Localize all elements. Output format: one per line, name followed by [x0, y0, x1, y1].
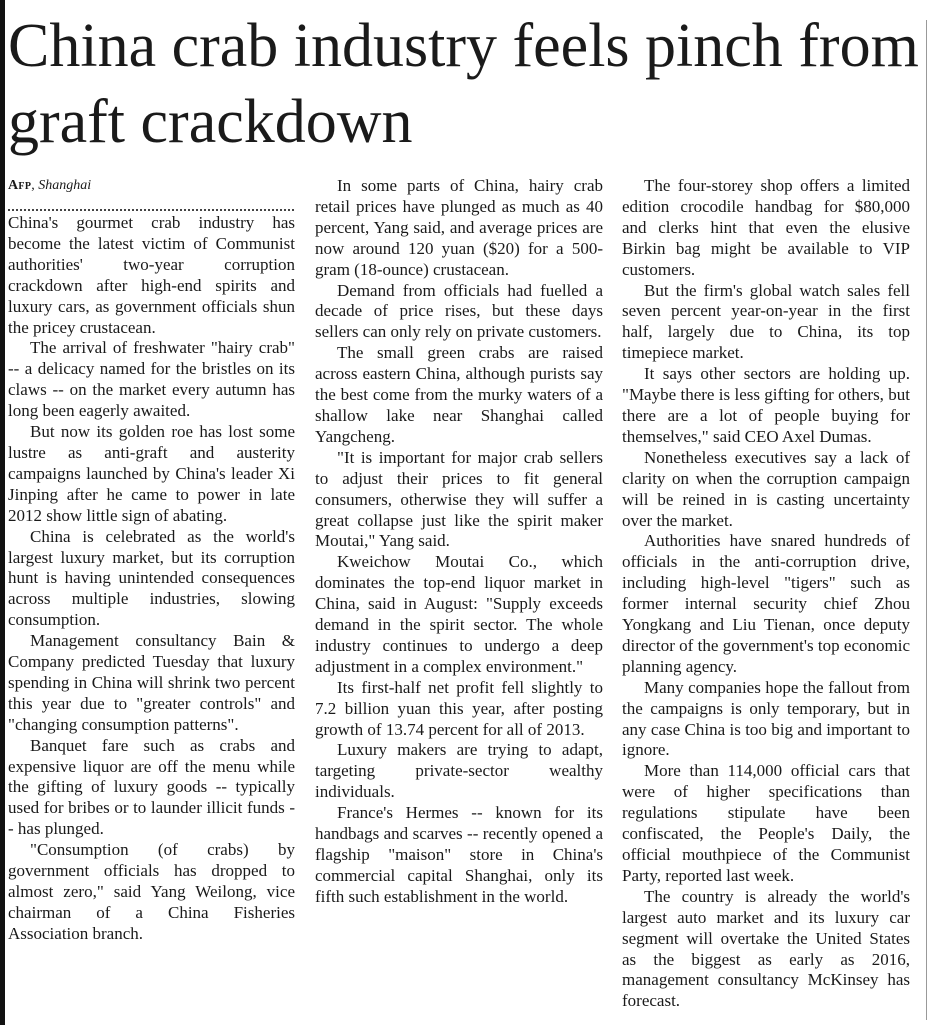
article-paragraph: It says other sectors are holding up. "Maybe there is less gifting for others, but there are a lot of people buying for themselves," said CEO Axel Dumas.: [622, 364, 910, 446]
byline-separator: ,: [31, 178, 39, 193]
article-paragraph: The four-storey shop offers a limited edition crocodile handbag for $80,000 and clerks hint that even the elusive Birkin bag might be available to VIP customers.: [622, 176, 910, 279]
article-paragraph: The arrival of freshwater "hairy crab" -- a delicacy named for the bristles on its claws -- on the market every autumn has long been eagerly awaited.: [8, 338, 295, 421]
byline-dotted-divider: [8, 196, 294, 211]
article-headline: China crab industry feels pinch from graft crackdown: [8, 12, 919, 156]
article-paragraph: Management consultancy Bain & Company predicted Tuesday that luxury spending in China will shrink two percent this year due to "greater controls" and "changing consumption patterns".: [8, 631, 295, 734]
article-paragraph: But the firm's global watch sales fell seven percent year-on-year in the first half, largely due to China, its top timepiece market.: [622, 280, 910, 363]
article-paragraph: More than 114,000 official cars that were of higher specifications than regulations stipulate have been confiscated, the People's Daily, the official mouthpiece of the Communist Party, reported last week.: [622, 761, 910, 885]
article-paragraph: Kweichow Moutai Co., which dominates the top-end liquor market in China, said in August: "Supply exceeds demand in the spirit sector. The whole industry continues to undergo a deep adjustment in a complex environment.": [315, 552, 603, 676]
right-column-rule: [926, 20, 927, 1020]
article-column-3: [622, 176, 910, 1012]
byline: [8, 176, 295, 196]
article-paragraph: In some parts of China, hairy crab retail prices have plunged as much as 40 percent, Yang said, and average prices are now around 120 yuan ($20) for a 500-gram (18-ounce) crustacean.: [315, 176, 603, 279]
article-paragraph: Authorities have snared hundreds of officials in the anti-corruption drive, including high-level "tigers" such as former internal security chief Zhou Yongkang and Liu Tienan, once deputy director of the government's top economic planning agency.: [622, 531, 910, 676]
article-paragraph: The small green crabs are raised across eastern China, although purists say the best come from the murky waters of a shallow lake near Shanghai called Yangcheng.: [315, 343, 603, 446]
article-paragraph: Luxury makers are trying to adapt, targeting private-sector wealthy individuals.: [315, 740, 603, 802]
article-column-1: [8, 176, 295, 945]
article-paragraph: China's gourmet crab industry has become the latest victim of Communist authorities' two-year corruption crackdown after high-end spirits and luxury cars, as government officials shun the pricey crustacean.: [8, 213, 295, 337]
article-paragraph: Many companies hope the fallout from the campaigns is only temporary, but in any case China is too big and important to ignore.: [622, 677, 910, 760]
byline-location: Shanghai: [38, 178, 92, 193]
article-paragraph: France's Hermes -- known for its handbags and scarves -- recently opened a flagship "maison" store in China's commercial capital Shanghai, only its fifth such establishment in the world.: [315, 803, 603, 906]
article-paragraph: Its first-half net profit fell slightly to 7.2 billion yuan this year, after posting growth of 13.74 percent for all of 2013.: [315, 677, 603, 739]
left-margin-bar: [0, 0, 5, 1025]
article-paragraph: China is celebrated as the world's largest luxury market, but its corruption hunt is having unintended consequences across multiple industries, slowing consumption.: [8, 526, 295, 630]
article-paragraph: "It is important for major crab sellers to adjust their prices to fit general consumers, otherwise they will suffer a great collapse just like the spirit maker Moutai," Yang said.: [315, 447, 603, 551]
article-paragraph: The country is already the world's largest auto market and its luxury car segment will overtake the United States as the biggest as early as 2016, management consultancy McKinsey has forecast.: [622, 886, 910, 1011]
article-paragraph: But now its golden roe has lost some lustre as anti-graft and austerity campaigns launched by China's leader Xi Jinping after he came to power in late 2012 show little sign of abating.: [8, 422, 295, 525]
article-paragraph: "Consumption (of crabs) by government officials has dropped to almost zero," said Yang Weilong, vice chairman of a China Fisheries Association branch.: [8, 840, 295, 943]
article-paragraph: Demand from officials had fuelled a decade of price rises, but these days sellers can only rely on private customers.: [315, 280, 603, 342]
article-paragraph: Banquet fare such as crabs and expensive liquor are off the menu while the gifting of luxury goods -- typically used for bribes or to launder illicit funds -- has plunged.: [8, 735, 295, 839]
byline-agency: Afp: [8, 178, 32, 193]
article-column-2: [315, 176, 603, 908]
article-paragraph: Nonetheless executives say a lack of clarity on when the corruption campaign will be reined in is casting uncertainty over the market.: [622, 447, 910, 530]
